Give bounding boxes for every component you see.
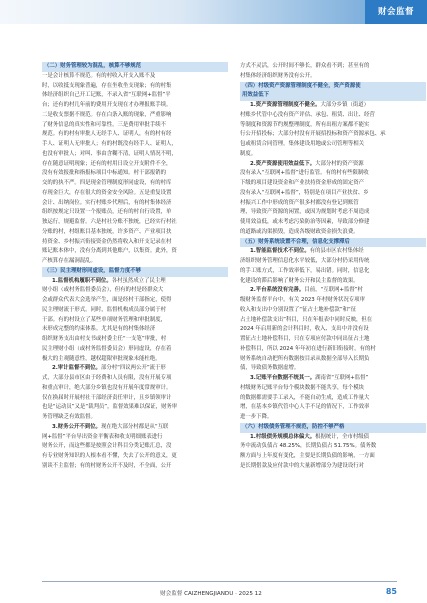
paragraph-text: 目前，“互联网+监督”村 xyxy=(304,287,363,294)
paragraph-line: 干部。有的村设立了某些单项财务管理和审批制度， xyxy=(42,316,166,323)
paragraph-text: 大部分村的资产资源 xyxy=(315,160,364,167)
paragraph-line: 仅在换届时开展村社干部经济责任审计，且乡镇领审计 xyxy=(42,394,172,401)
paragraph-line: 台；还有的村几年前的费用开支现在才办理报账手续。 xyxy=(42,102,172,108)
paragraph-line: 行公开招投标；大部分村没有开展招投标和资产资源承包、承 xyxy=(240,131,386,138)
paragraph-line: 产核算存在漏洞混乱。 xyxy=(42,258,96,264)
paragraph-line: 也是“运动员”又是“裁判员”，监督效果难以保证，财务审 xyxy=(42,404,178,411)
paragraph-line: 账记账本体中，没有分离到其他账户，以集资。此外，资 xyxy=(42,248,177,255)
paragraph-line: 没有有效报批和指报标项目中标通知。村干部报销的 xyxy=(42,170,166,177)
paragraph-line: 式，大部分县市区由于经费和人员有限，没有开展专项 xyxy=(42,375,172,381)
paragraph-text: 现在绝大部分村都是从“互联 xyxy=(100,423,169,430)
paragraph-line: 有专业财务知识的人根本看不懂，失去了公开的意义，更 xyxy=(42,453,177,459)
page-footer xyxy=(0,581,427,603)
paragraph-line: 会计、出纳岗位。实行村账乡代理后，有的村集体经济 xyxy=(42,199,172,206)
right-column xyxy=(240,62,426,472)
paragraph-line: 一是会计核算不规范。有的村收入开支入账不及 xyxy=(42,72,156,79)
paragraph-line: 持资金、乡村振兴衔接资金仍然将收入和开支记录在村 xyxy=(42,238,172,245)
paragraph-line: 化建设的滞后影响了财务公开和民主监督的效果。 xyxy=(240,277,359,284)
paragraph-line: 下级的项目建设资金和产业扶持资金形成的固定资产 xyxy=(240,180,364,186)
paragraph-line: 进一步下降。 xyxy=(240,414,273,420)
paragraph-line: 财小组（或村务监督委员会），但有的村是经群众大 xyxy=(42,287,164,294)
paragraph-line: 的道路或沟渠损毁，造成各级财政资金损失浪费。 xyxy=(240,228,359,235)
paragraph-line xyxy=(42,423,228,433)
paragraph-line: 村集体经济组织财务没有公开。 xyxy=(240,72,316,79)
paragraph-line: 二是收支票据不规范。存在白条入账的现象，严重影响 xyxy=(42,111,172,118)
paragraph-line: 财务系统自动把所有数据按目录从数据全部导入长期负 xyxy=(240,355,370,362)
paragraph-line: 收入和支出中分别设置了“征占土地补偿款”和“征 xyxy=(240,306,357,313)
paragraph-line: 理，导致资产资源的闲置，或因为规划时考虑不周造成 xyxy=(240,209,370,216)
paragraph-line: 会或群众代表大会选举产生，面是经村干部指定，使得 xyxy=(42,297,172,303)
paragraph-line xyxy=(240,286,426,296)
subheading-lead: 1.资产资源管理制度不健全。 xyxy=(250,102,321,108)
paragraph-line: 增，在基本乡镇代管中心人手不足的情况下，工作效率 xyxy=(240,404,370,411)
paragraph-line: 和重点审计，绝大部分乡镇也没有开展年度常规审计。 xyxy=(42,384,172,391)
paragraph-line: 未形成完整的约束体系。尤其是有的村集体经济 xyxy=(42,326,156,333)
paragraph-line: 制度。 xyxy=(240,150,257,157)
paragraph-line: 2024 年启用新的会计科目时，收入、支出中并没有设 xyxy=(240,326,369,333)
paragraph-line: 包或租赁合同管理。集体建设用地或公司管理等相关 xyxy=(240,141,364,147)
paragraph-line: 村振兴工作中形成的资产很多村都没有登记到账管 xyxy=(240,199,359,206)
paragraph-text: 大部分乡镇（街道） xyxy=(320,102,370,108)
section-heading: 用效益低下 xyxy=(240,91,426,101)
paragraph-line xyxy=(240,433,426,443)
paragraph-line xyxy=(240,247,426,257)
paragraph-line: 了财务信息的真实性和可靠性。三是费用审批手续不 xyxy=(42,121,166,128)
paragraph-line: 也没有审批人；对叫、事由含糊不清，证明人情况不明， xyxy=(42,150,177,157)
paragraph-line: 补偿科目，所以 2024 年年初在进行新旧衔接时，有的村 xyxy=(240,345,376,352)
paragraph-line xyxy=(240,160,426,170)
paragraph-line: 体经济组织自己开工记账，不录入省“互联网+监督”平 xyxy=(42,92,171,99)
header-band xyxy=(0,0,427,24)
paragraph-line: 存现金巨大，存在很大的资金安全风险。五是重复设置 xyxy=(42,189,172,196)
paragraph-line: 存在随意证明现象；还有的村用日设立开支附件不全， xyxy=(42,160,172,167)
header-gradient xyxy=(0,0,396,24)
paragraph-line: 交的的执不严。四是现金管理制度形同虚设，有的村库 xyxy=(42,180,172,186)
page-number: 85 xyxy=(385,587,397,596)
paragraph-line: 没有录入“互联网+监督”进行监管。有的村有些限制收 xyxy=(240,170,369,177)
subheading-lead: 1.监督机构履职不到位。 xyxy=(52,277,112,284)
subheading-lead: 2.平台系统没有完善。 xyxy=(250,287,305,294)
paragraph-line: 分账的村，村组账目基本独统，许多资产、产业项目扶 xyxy=(42,228,172,235)
paragraph-line: 债，导致债务数据虚增。 xyxy=(240,365,300,372)
paragraph-line: 务管理缺乏有效监督。 xyxy=(42,414,96,420)
paragraph-text: 根据统计，全市村级债 xyxy=(315,433,370,440)
paragraph-text: 各村虽然成立了民主理 xyxy=(111,277,166,284)
paragraph-text: 部分村“四议两公开”流于形 xyxy=(100,365,166,372)
paragraph-text: 湖南省“互联网+监督” xyxy=(315,375,369,381)
subheading-lead: 1.智能监督技术不到位。 xyxy=(250,248,310,255)
paragraph-line: 方式不灵活，公开时间不够长，群众看不到；甚至有的 xyxy=(240,63,370,69)
paragraph-line: 等制度和资源节约规整理制度，所有出租方案都不能实 xyxy=(240,121,370,128)
paragraph-line: 没有录入“互联网+监督”，特别是在项目产业扶贫、乡 xyxy=(240,189,369,196)
subheading-lead: 2.资产资源使用效益低下。 xyxy=(250,160,316,167)
section-heading: （六）村级债务管理不规范，防控不够严格 xyxy=(240,423,426,433)
paragraph-line: 济组织财务管理信息化水平较低，大部分村仍采用传统 xyxy=(240,258,370,264)
paragraph-line: 的数据都需要手工录入，不能自动生成，造成工作量大 xyxy=(240,394,370,401)
paragraph-line: 时，以收抵支现象普遍，存在坐收坐支现象；有的村集 xyxy=(42,82,172,89)
paragraph-line: 民主理财小组（或村务监督委员会）形同虚设，存在着 xyxy=(42,345,172,352)
subheading-lead: 2.审计监督不到位。 xyxy=(52,365,101,372)
paragraph-line: 是长期借款及应付款中的大量新增部分为建设设行对 xyxy=(240,462,364,469)
paragraph-line: 独运行，规避监督。六是村社分账不独统，已经实行村社 xyxy=(42,219,177,225)
paragraph-line xyxy=(240,374,426,384)
paragraph-line: 级财务监督平台中，有关 2023 年村财务状况专项审 xyxy=(240,297,365,303)
journal-info: 财会监督 CAIZHENGJIANDU · 2025 12 xyxy=(160,591,262,597)
paragraph-line: 网+监督”平台导出资金平衡表和收支明细账表进行 xyxy=(42,433,163,440)
subheading-lead: 1.村级债务规模总体偏大。 xyxy=(250,433,316,440)
section-heading: （三）民主理财形同虚设，监督力度不够 xyxy=(42,267,228,277)
paragraph-line: 置征占土地补偿科目，只在专项应付款中同出征占土地 xyxy=(240,336,370,342)
paragraph-line: 额方面与上年度有变化，主要是长期负债的影响，一方面 xyxy=(240,453,375,459)
paragraph-line: 的手工账方式，工作效率低下，易出错。同时，信息化 xyxy=(240,267,370,274)
section-heading: （二）财务管理较为混乱，核算不够规范 xyxy=(42,62,228,72)
paragraph-line: 使用效益低，或未考虑污染防治等因素，导致部分修建 xyxy=(240,219,370,225)
paragraph-line: 占土地补偿款支出”科目，只在年报表中同时反映，但在 xyxy=(240,316,373,323)
paragraph-line: 极大的主观随意性，越权超限审批现象未能杜绝。 xyxy=(42,355,161,362)
paragraph-text: 有的县市区农村集体经 xyxy=(309,248,364,255)
paragraph-line: 手人、证明人无审批人；有的村既没有经手人、证明人， xyxy=(42,141,177,147)
paragraph-line: 财务公开，而这些都是按照会计科目分类记账汇总，没 xyxy=(42,443,172,450)
subheading-lead: 3.财务公开不到位。 xyxy=(52,423,101,430)
section-heading: （四）村级资产资源管理制度不健全，资产资源使 xyxy=(240,82,426,92)
paragraph-line: 组织财务支出由村支书或村委主任“一支笔”审批，村 xyxy=(42,336,167,342)
paragraph-line xyxy=(240,101,426,111)
paragraph-line: 村级财务记账平台每个模块数据不能共享，每个模块 xyxy=(240,384,364,391)
paragraph-line: 组织按规定只设置一个报账员，还有的村自行设置，单 xyxy=(42,209,172,216)
paragraph-line xyxy=(42,364,228,374)
paragraph-line: 民主理财流于形式。同时，监督机构成员部分属于村 xyxy=(42,306,166,313)
footer-rule xyxy=(42,581,397,582)
left-column xyxy=(42,62,228,472)
paragraph-line xyxy=(42,277,228,287)
paragraph-line: 规范。有的村有审批人无经手人、证明人，有的村有经 xyxy=(42,131,172,138)
paragraph-line: 别谈不主监督；有的村财务公开不及时，不全面，公开 xyxy=(42,462,172,469)
paragraph-line: 村账乡代管中心没有资产评估、承包、租赁、出让、经营 xyxy=(240,111,375,118)
subheading-lead: 3.记账平台数据不统其一。 xyxy=(250,375,316,381)
section-tab: 财会监督 xyxy=(365,0,427,24)
section-heading: （五）财务系统设置不合理，信息化支撑滞后 xyxy=(240,238,426,248)
paragraph-line: 务中流动负债占 48.25%，长期负债占 51.75%。债务数 xyxy=(240,443,377,450)
